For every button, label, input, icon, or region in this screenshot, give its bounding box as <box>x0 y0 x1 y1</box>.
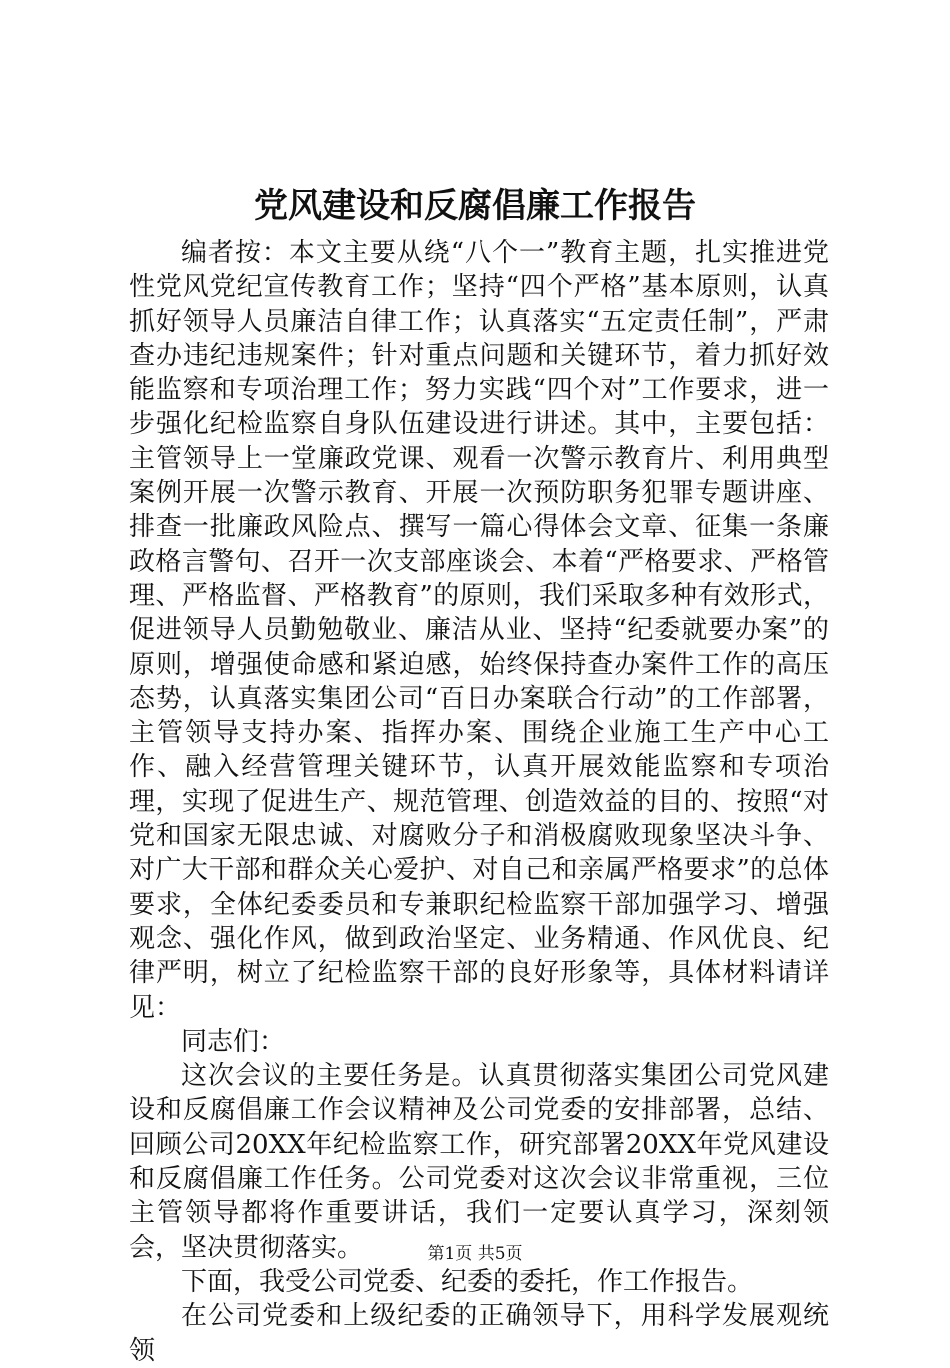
paragraph-editor-note: 编者按：本文主要从绕“八个一”教育主题，扎实推进党性党风党纪宣传教育工作；坚持“四个严格”基本原则，认真抓好领导人员廉洁自律工作；认真落实“五定责任制”，严肃查办违纪违规案件；针对重点问题和关键环节，着力抓好效能监察和专项治理工作；努力实践“四个对”工作要求，进一步强化纪检监察自身队伍建设进行讲述。其中，主要包括：主管领导上一堂廉政党课、观看一次警示教育片、利用典型案例开展一次警示教育、开展一次预防职务犯罪专题讲座、排查一批廉政风险点、撰写一篇心得体会文章、征集一条廉政格言警句、召开一次支部座谈会、本着“严格要求、严格管理、严格监督、严格教育”的原则，我们采取多种有效形式，促进领导人员勤勉敬业、廉洁从业、坚持“纪委就要办案”的原则，增强使命感和紧迫感，始终保持查办案件工作的高压态势，认真落实集团公司“百日办案联合行动”的工作部署，主管领导支持办案、指挥办案、围绕企业施工生产中心工作、融入经营管理关键环节，认真开展效能监察和专项治理，实现了促进生产、规范管理、创造效益的目的、按照“对党和国家无限忠诚、对腐败分子和消极腐败现象坚决斗争、对广大干部和群众关心爱护、对自己和亲属严格要求”的总体要求，全体纪委委员和专兼职纪检监察干部加强学习、增强观念、强化作风，做到政治坚定、业务精通、作风优良、纪律严明，树立了纪检监察干部的良好形象等，具体材料请详见： <box>129 238 829 1023</box>
document-body <box>129 236 829 1368</box>
paragraph-salutation: 同志们： <box>181 1026 286 1057</box>
document-title: 党风建设和反腐倡廉工作报告 <box>254 186 696 226</box>
page-number-footer: 第1页 共5页 <box>427 1244 523 1264</box>
paragraph-leadership: 在公司党委和上级纪委的正确领导下，用科学发展观统领 <box>129 1301 829 1366</box>
paragraph-meeting-task: 这次会议的主要任务是。认真贯彻落实集团公司党风建设和反腐倡廉工作会议精神及公司党委的安排部署，总结、回顾公司20XX年纪检监察工作，研究部署20XX年党风建设和反腐倡廉工作任务。公司党委对这次会议非常重视，三位主管领导都将作重要讲话，我们一定要认真学习，深刻领会，坚决贯彻落实。 <box>129 1061 829 1263</box>
paragraph-report-intro: 下面，我受公司党委、纪委的委托，作工作报告。 <box>181 1266 754 1297</box>
